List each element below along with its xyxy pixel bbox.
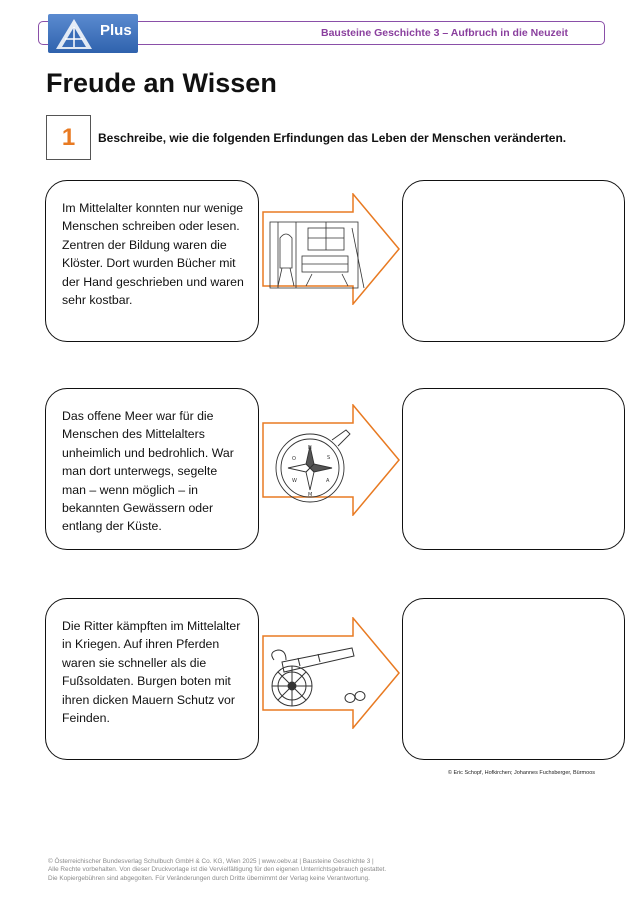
footer <box>48 858 386 883</box>
compass-icon <box>268 424 358 504</box>
text-box-3: Die Ritter kämpften im Mittelalter in Kriegen. Auf ihren Pferden waren sie schneller als die Fußsoldaten. Burgen boten mit ihren dicken Mauern Schutz vor Feinden. <box>45 598 259 760</box>
answer-box-3[interactable] <box>402 598 625 760</box>
text-box-1: Im Mittelalter konnten nur wenige Menschen schreiben oder lesen. Zentren der Bildung waren die Klöster. Dort wurden Bücher mit der Hand geschrieben und waren sehr kostbar. <box>45 180 259 342</box>
footer-line-3: Die Kopiergebühren sind abgegolten. Für Veränderungen durch Dritte übernimmt der Verlag keine Verantwortung. <box>48 874 370 882</box>
image-credit: © Eric Schopf, Hofkirchen; Johannes Fuchsberger, Bürmoos <box>447 770 595 776</box>
footer-line-1: © Österreichischer Bundesverlag Schulbuch GmbH & Co. KG, Wien 2025 | www.oebv.at | Bausteine Geschichte 3 | <box>48 858 374 865</box>
svg-text:N: N <box>308 445 312 451</box>
task-number: 1 <box>46 115 91 160</box>
cannon-icon <box>268 642 378 712</box>
series-title: Bausteine Geschichte 3 – Aufbruch in die Neuzeit <box>320 27 568 39</box>
svg-text:A: A <box>326 478 330 484</box>
plus-logo <box>48 14 138 53</box>
page-title: Freude an Wissen <box>46 68 277 98</box>
svg-text:O: O <box>292 456 296 462</box>
footer-line-2: Alle Rechte vorbehalten. Von dieser Druckvorlage ist die Vervielfältigung für den eigenen Unterrichtsgebrauch gestattet. <box>48 866 387 874</box>
printing-press-icon <box>268 218 378 294</box>
svg-text:S: S <box>327 455 331 461</box>
svg-text:M: M <box>308 492 313 498</box>
logo-text: Plus <box>100 22 132 39</box>
task-instruction: Beschreibe, wie die folgenden Erfindungen das Leben der Menschen veränderten. <box>98 131 567 145</box>
answer-box-1[interactable] <box>402 180 625 342</box>
text-box-2: Das offene Meer war für die Menschen des Mittelalters unheimlich und bedrohlich. War man dort unterwegs, segelte man – wenn möglich – in bekannten Gewässern oder entlang der Küste. <box>45 388 259 550</box>
svg-text:W: W <box>292 478 297 484</box>
answer-box-2[interactable] <box>402 388 625 550</box>
